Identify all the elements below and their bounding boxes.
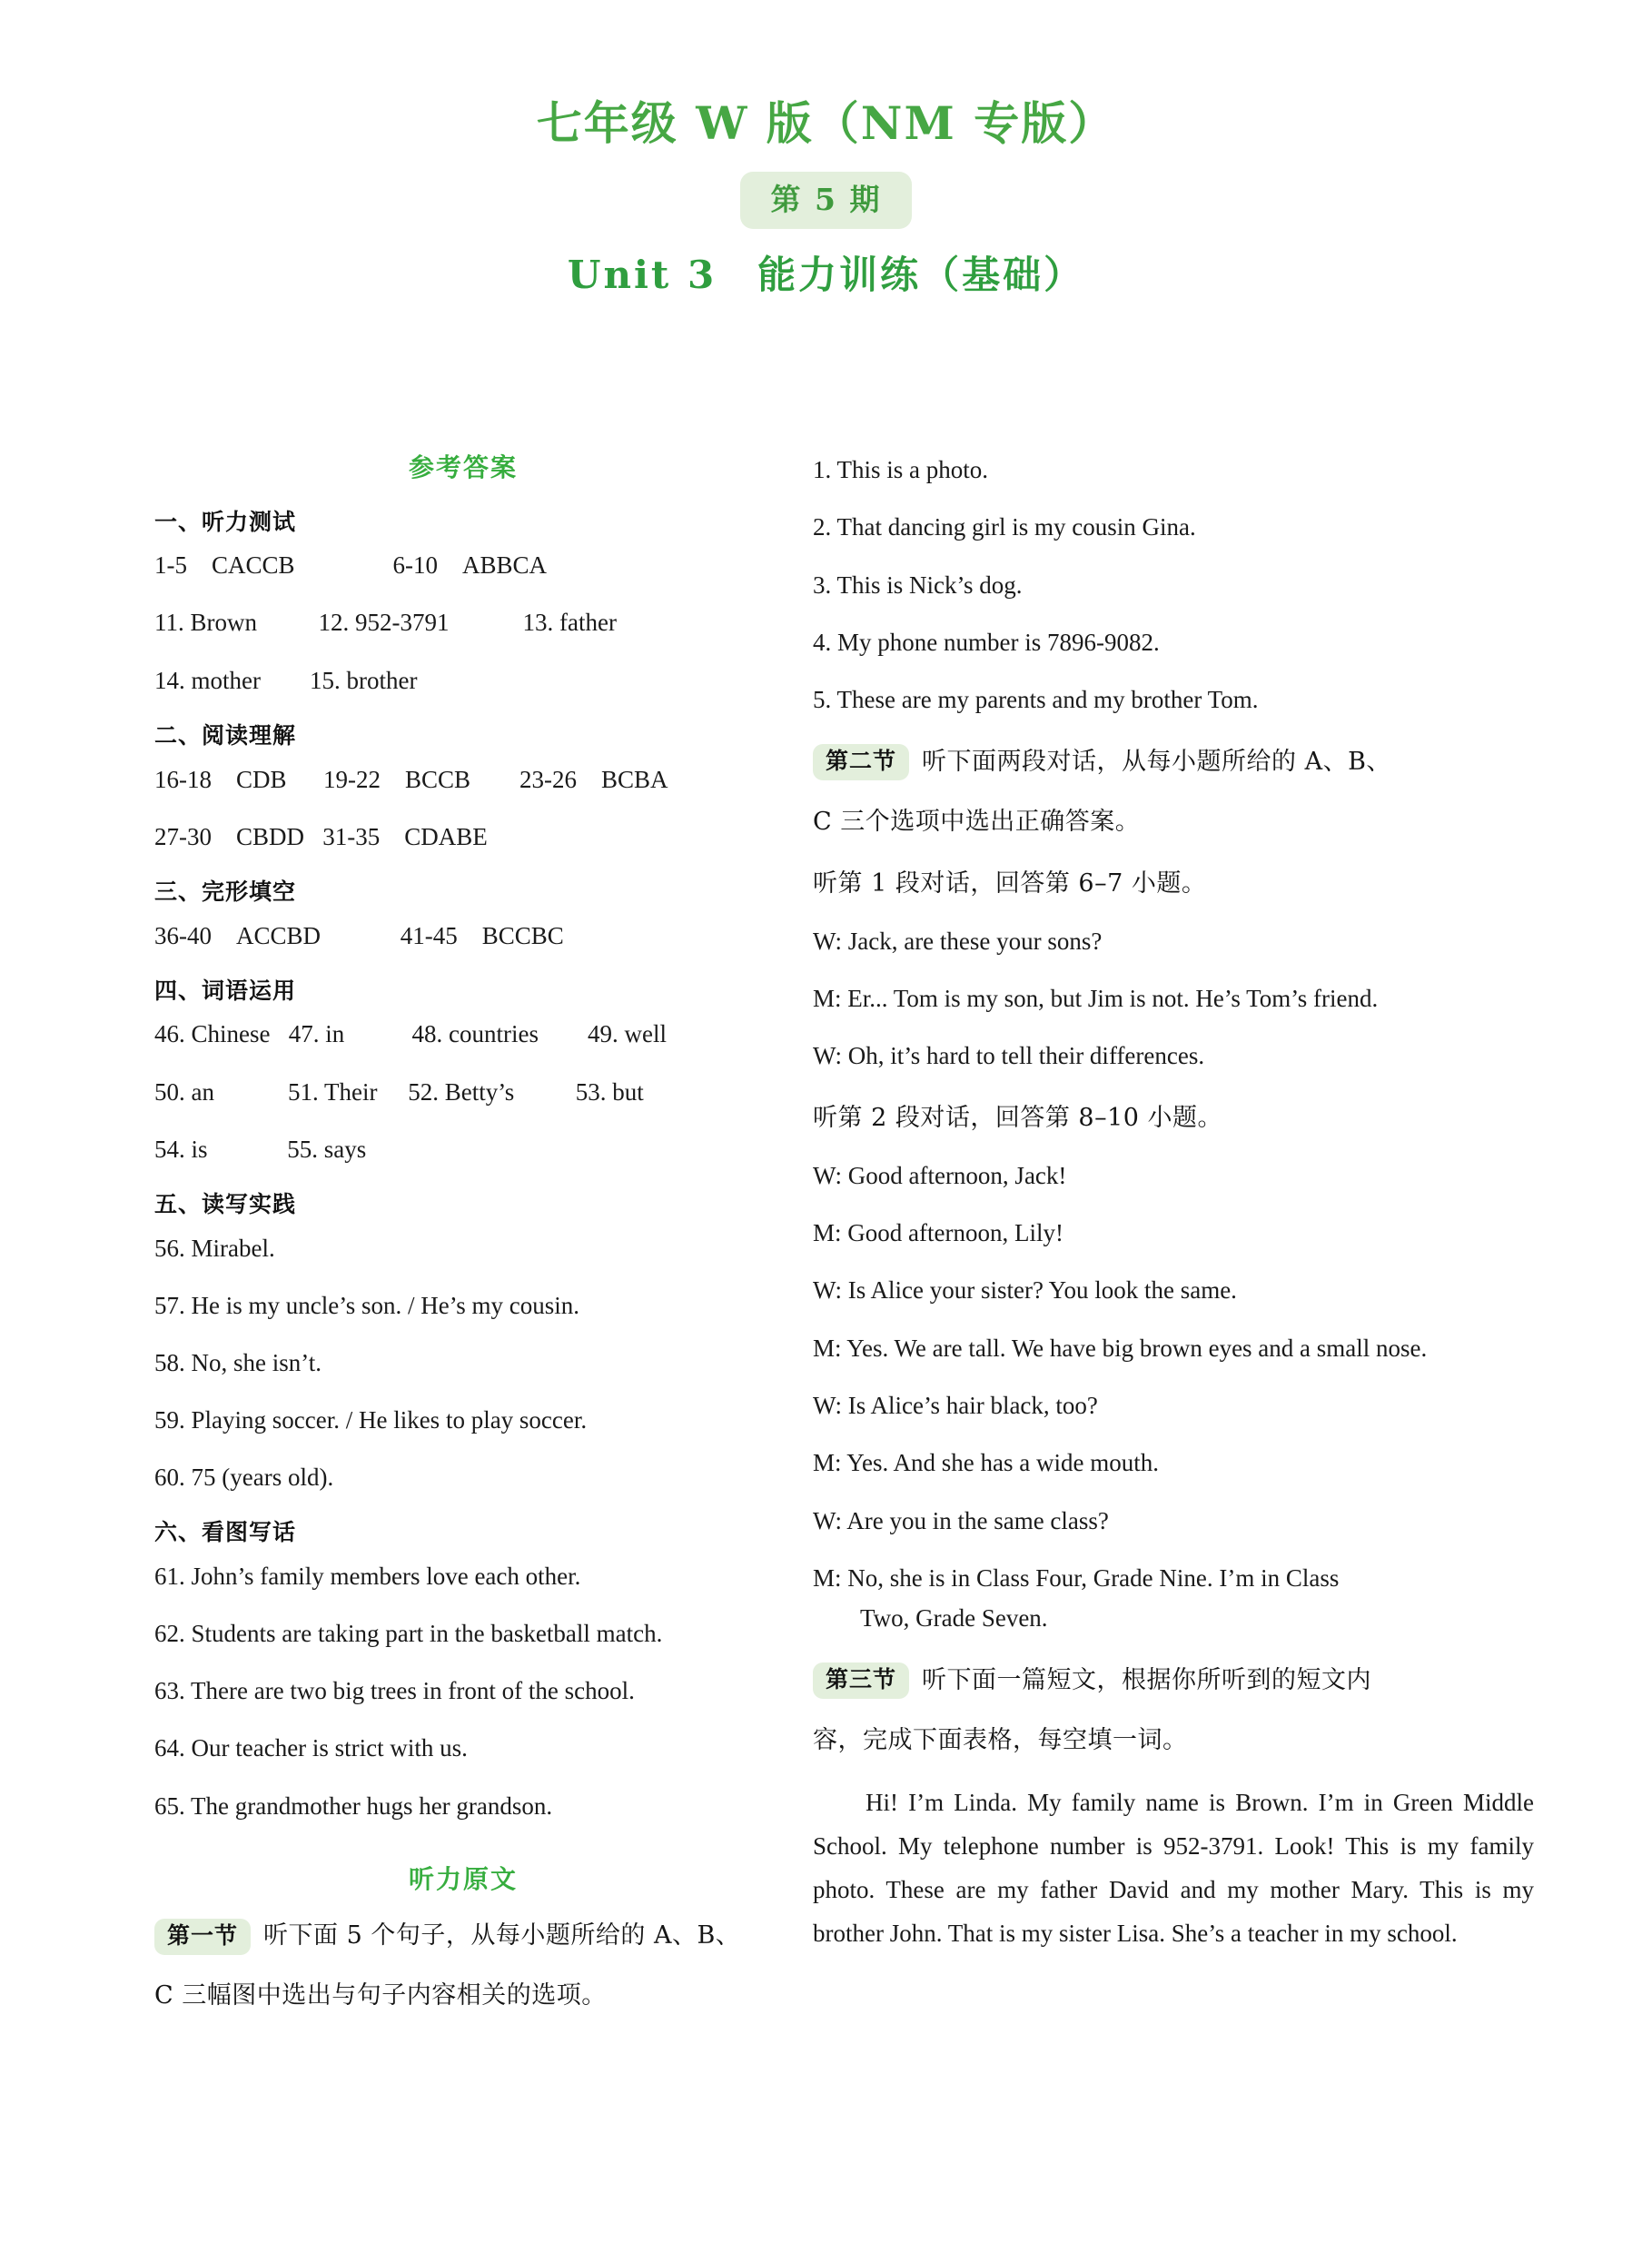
part1-instruction-line2 xyxy=(154,1974,772,2018)
answer-line: 16-18 CDB 19-22 BCCB 23-26 BCBA xyxy=(154,765,668,793)
dialog-line-continuation: Two, Grade Seven. xyxy=(860,1604,1048,1633)
dialog-line: W: Oh, it’s hard to tell their differences. xyxy=(813,1042,1205,1070)
answer-line: 14. mother 15. brother xyxy=(154,666,418,694)
part2-instruction-text-a: 听下面两段对话，从每小题所给的 A、B、 xyxy=(922,747,1391,776)
script-sentence: 1. This is a photo. xyxy=(813,456,989,483)
body-columns xyxy=(0,452,1652,2036)
answer-line: 1-5 CACCB 6-10 ABBCA xyxy=(154,551,548,580)
answer-line: 54. is 55. says xyxy=(154,1135,367,1163)
right-column xyxy=(799,452,1652,2036)
dialog-line: M: Good afternoon, Lily! xyxy=(813,1219,1063,1247)
left-column xyxy=(0,452,799,2036)
section-heading-listening: 一、听力测试 xyxy=(154,508,297,535)
issue-badge: 第 5 期 xyxy=(740,172,913,229)
dialog-line: W: Jack, are these your sons? xyxy=(813,927,1103,955)
part2-cue-1-text: 听第 1 段对话，回答第 6–7 小题。 xyxy=(813,868,1207,898)
answer-line: 59. Playing soccer. / He likes to play soccer. xyxy=(154,1406,588,1434)
script-sentence: 2. That dancing girl is my cousin Gina. xyxy=(813,513,1196,541)
part2-chip: 第二节 xyxy=(813,744,909,780)
part2-instruction-line1 xyxy=(813,740,1534,784)
answer-line: 61. John’s family members love each other. xyxy=(154,1563,581,1591)
answer-line: 64. Our teacher is strict with us. xyxy=(154,1734,468,1762)
dialog-line: M: Er... Tom is my son, but Jim is not. He’s Tom’s friend. xyxy=(813,985,1379,1013)
part1-instruction-text-b: C 三幅图中选出与句子内容相关的选项。 xyxy=(154,1981,607,2010)
part1-chip: 第一节 xyxy=(154,1919,251,1955)
part3-instruction-line2 xyxy=(813,1719,1534,1762)
answer-line: 36-40 ACCBD 41-45 BCCBC xyxy=(154,921,564,949)
answer-line: 56. Mirabel. xyxy=(154,1234,275,1262)
unit-title: Unit 3 能力训练（基础） xyxy=(567,253,1085,298)
listening-passage: Hi! I’m Linda. My family name is Brown. I’m in Green Middle School. My telephone number is 952-3791. Look! This is my family photo. These are my father David and my mother Mary. This is my brother John. That is my sister Lisa. She’s a teacher in my school. xyxy=(813,1788,1534,1947)
answer-line: 50. an 51. Their 52. Betty’s 53. but xyxy=(154,1077,644,1106)
page-header xyxy=(0,0,1652,299)
section-heading-word-usage: 四、词语运用 xyxy=(154,977,297,1004)
part3-instruction-text-a: 听下面一篇短文，根据你所听到的短文内 xyxy=(922,1665,1372,1694)
section-heading-reading: 二、阅读理解 xyxy=(154,721,297,749)
script-sentence: 5. These are my parents and my brother Tom. xyxy=(813,686,1259,714)
part2-instruction-line2 xyxy=(813,800,1534,844)
part1-instruction-line1 xyxy=(154,1914,772,1958)
part2-cue-2 xyxy=(813,1097,1534,1140)
script-sentence: 3. This is Nick’s dog. xyxy=(813,571,1023,599)
part1-instruction-text-a: 听下面 5 个句子，从每小题所给的 A、B、 xyxy=(263,1921,741,1950)
issue-badge-wrapper xyxy=(0,172,1652,229)
answer-line: 27-30 CBDD 31-35 CDABE xyxy=(154,822,488,850)
dialog-line: W: Is Alice your sister? You look the same. xyxy=(813,1276,1237,1305)
answer-line: 46. Chinese 47. in 48. countries 49. well xyxy=(154,1020,667,1048)
answers-heading: 参考答案 xyxy=(408,452,518,482)
dialog-line: M: Yes. And she has a wide mouth. xyxy=(813,1449,1160,1477)
part3-chip: 第三节 xyxy=(813,1662,909,1699)
answer-line: 11. Brown 12. 952-3791 13. father xyxy=(154,609,617,637)
script-heading: 听力原文 xyxy=(408,1863,518,1894)
answer-line: 63. There are two big trees in front of the school. xyxy=(154,1677,635,1705)
script-sentence: 4. My phone number is 7896-9082. xyxy=(813,628,1160,656)
answer-line: 60. 75 (years old). xyxy=(154,1464,334,1492)
answer-line: 65. The grandmother hugs her grandson. xyxy=(154,1791,553,1820)
answer-line: 57. He is my uncle’s son. / He’s my cousin. xyxy=(154,1291,579,1319)
dialog-line: W: Good afternoon, Jack! xyxy=(813,1161,1067,1189)
answer-line: 58. No, she isn’t. xyxy=(154,1348,322,1376)
part2-cue-1 xyxy=(813,862,1534,906)
section-heading-cloze: 三、完形填空 xyxy=(154,878,297,905)
part2-instruction-text-b: C 三个选项中选出正确答案。 xyxy=(813,807,1141,836)
dialog-line: W: Are you in the same class? xyxy=(813,1506,1109,1534)
dialog-line: W: Is Alice’s hair black, too? xyxy=(813,1392,1098,1420)
part3-instruction-text-b: 容，完成下面表格，每空填一词。 xyxy=(813,1725,1188,1754)
part2-cue-2-text: 听第 2 段对话，回答第 8–10 小题。 xyxy=(813,1103,1223,1132)
dialog-line: M: Yes. We are tall. We have big brown eyes and a small nose. xyxy=(813,1334,1428,1362)
answer-line: 62. Students are taking part in the basketball match. xyxy=(154,1620,663,1648)
part3-instruction-line1 xyxy=(813,1659,1534,1702)
page-title: 七年级 W 版（NM 专版） xyxy=(536,96,1116,150)
section-heading-picture-writing: 六、看图写话 xyxy=(154,1519,297,1546)
dialog-line: M: No, she is in Class Four, Grade Nine. I’m in Class xyxy=(813,1564,1340,1593)
section-heading-read-write: 五、读写实践 xyxy=(154,1190,297,1217)
